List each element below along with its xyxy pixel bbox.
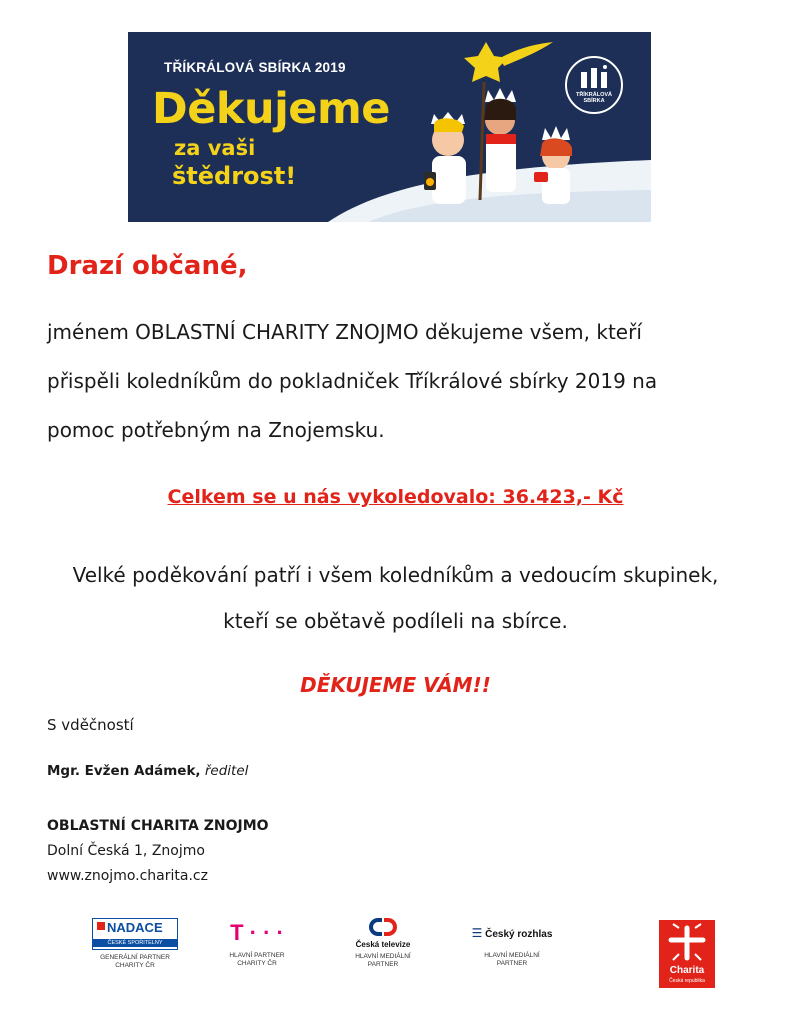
three-kings-icon — [567, 62, 621, 92]
cesky-rozhlas-logo-icon: ☰ — [471, 926, 483, 940]
partner-caption: PARTNER — [367, 961, 399, 968]
partner-caption: PARTNER — [496, 960, 528, 967]
partner-caption: HLAVNÍ MEDIÁLNÍ — [484, 952, 540, 959]
nadace-logo-text: NADACE — [107, 920, 163, 935]
partner-caption: GENERÁLNÍ PARTNER — [100, 954, 170, 961]
banner-subline-1: za vaši — [174, 136, 256, 160]
charita-logo — [659, 920, 715, 988]
nadace-logo-icon — [92, 918, 178, 950]
partner-telekom — [197, 918, 317, 968]
closing-phrase: S vděčností — [47, 716, 134, 734]
header-banner — [128, 32, 651, 222]
partner-cesky-rozhlas — [452, 918, 572, 968]
greeting-heading: Drazí občané, — [47, 251, 248, 281]
banner-subline-2: štědrost! — [172, 162, 297, 190]
ceska-televize-logo-icon — [363, 918, 403, 938]
thanks-paragraph — [0, 552, 791, 644]
body-line-3: pomoc potřebným na Znojemsku. — [47, 418, 385, 442]
charita-logo-text: Charita — [669, 965, 705, 976]
organization-block — [47, 814, 269, 889]
cesky-rozhlas-logo-text: Český rozhlas — [485, 929, 553, 940]
organization-name: OBLASTNÍ CHARITA ZNOJMO — [47, 818, 269, 834]
charita-cross-icon — [659, 920, 715, 964]
partner-caption: HLAVNÍ PARTNER — [229, 952, 285, 959]
partner-caption: HLAVNÍ MEDIÁLNÍ — [355, 953, 411, 960]
nadace-logo-subtext: ČESKÉ SPOŘITELNY — [93, 939, 177, 947]
telekom-logo-icon: T · · · — [230, 920, 284, 945]
signer-role: ředitel — [204, 763, 249, 779]
partner-caption: CHARITY ČR — [237, 960, 277, 967]
signer-name: Mgr. Evžen Adámek, — [47, 763, 201, 779]
logo-text-line-1: TŘÍKRÁLOVÁ — [575, 92, 613, 98]
trikralova-sbirka-logo — [565, 56, 623, 114]
body-paragraph — [47, 308, 747, 455]
thank-you-exclamation: DĚKUJEME VÁM!! — [300, 673, 491, 697]
charita-logo-subtext: Česká republika — [669, 978, 705, 984]
collection-total: Celkem se u nás vykoledovalo: 36.423,- Kč — [167, 486, 624, 508]
thanks-line-2: kteří se obětavě podíleli na sbírce. — [223, 609, 568, 633]
ceska-televize-logo-text: Česká televize — [355, 940, 411, 949]
body-line-2: přispěli koledníkům do pokladniček Tříkrálové sbírky 2019 na — [47, 369, 658, 393]
campaign-title: TŘÍKRÁLOVÁ SBÍRKA 2019 — [164, 60, 346, 75]
thanks-line-1: Velké poděkování patří i všem koledníkům a vedoucím skupinek, — [72, 563, 719, 587]
partner-ceska-televize — [323, 918, 443, 969]
partner-caption: CHARITY ČR — [115, 962, 155, 969]
organization-website: www.znojmo.charita.cz — [47, 868, 208, 884]
body-line-1: jménem OBLASTNÍ CHARITY ZNOJMO děkujeme všem, kteří — [47, 320, 642, 344]
logo-text-line-2: SBÍRKA — [583, 98, 605, 104]
partner-nadace-cs — [75, 918, 195, 970]
organization-address: Dolní Česká 1, Znojmo — [47, 843, 205, 859]
banner-thanks-heading: Děkujeme — [152, 84, 390, 134]
signature — [47, 763, 248, 779]
